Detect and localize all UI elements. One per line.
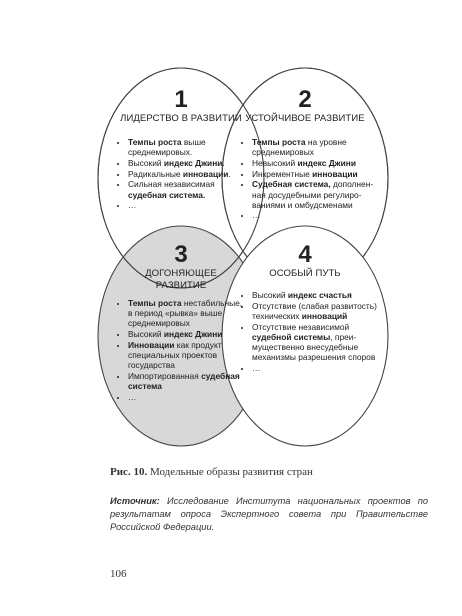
text: … [252, 362, 261, 373]
text: Высокий [128, 157, 164, 168]
list-item [128, 392, 246, 402]
quadrant-1-list [108, 137, 244, 210]
quadrant-3-number: 3 [174, 241, 188, 268]
bold-text: судебная система. [128, 189, 206, 200]
bold-text: Инновации [128, 339, 175, 350]
list-item [128, 169, 244, 179]
list-item [128, 340, 246, 371]
text: Отсутствие независимой [252, 321, 350, 332]
bold-text: индекс Джини [163, 157, 223, 168]
quadrant-1-number: 1 [174, 86, 188, 113]
text: … [128, 200, 137, 211]
text: . [222, 157, 225, 168]
list-item [252, 179, 378, 210]
quadrant-4-title-line: ОСОБЫЙ ПУТЬ [269, 268, 341, 279]
quadrant-3-list [108, 298, 246, 402]
figure-caption-label: Рис. 10. [110, 466, 148, 478]
bold-text: Темпы роста [128, 298, 182, 308]
list-item [252, 137, 378, 157]
figure-caption-text: Модельные образы развития стран [147, 466, 313, 478]
text: Инкрементные [252, 168, 313, 179]
text: как продукт специальных проектов государства [128, 339, 222, 371]
bold-text: судебная система [128, 370, 240, 392]
quadrant-4-list [232, 290, 378, 373]
text: , преимущественно внесудебные механизмы разрешения споров [252, 331, 376, 363]
quadrant-2-title-line: УСТОЙЧИВОЕ РАЗВИТИЕ [245, 113, 365, 124]
text: Импортированная [128, 370, 202, 381]
bold-text: Темпы роста [128, 137, 182, 147]
quadrant-2-title [232, 113, 378, 125]
text: Высокий [252, 290, 288, 300]
text: Отсутствие (слабая развитость) технических [252, 300, 377, 321]
list-item [128, 158, 244, 168]
text: . [228, 168, 231, 179]
quadrant-2 [232, 87, 378, 221]
quadrant-1-title-line: ЛИДЕРСТВО В РАЗВИТИИ [120, 113, 242, 124]
bold-text: индекс Джини [297, 157, 356, 168]
source-label: Источник: [110, 496, 160, 506]
bold-text: инноваций [301, 310, 348, 321]
text: Сильная независимая [128, 179, 215, 190]
list-item [252, 158, 378, 168]
list-item [252, 301, 378, 321]
text: на уровне среднемировых [252, 137, 347, 158]
text: Радикальные [128, 168, 183, 179]
quadrant-4-number: 4 [298, 241, 312, 268]
list-item [252, 322, 378, 363]
quadrant-3-title-line-1: ДОГОНЯЮЩЕЕ [145, 268, 217, 279]
text: … [128, 391, 137, 402]
text: Невысокий [252, 157, 298, 168]
quadrant-2-list [232, 137, 378, 221]
bold-text: Темпы роста [252, 137, 306, 147]
text: Высокий [128, 329, 164, 340]
bold-text: Судебная система, [252, 179, 331, 190]
page-number: 106 [110, 568, 127, 580]
text: дополненная досудебными регулированиями и омбудсменами [252, 179, 374, 210]
list-item [252, 363, 378, 373]
text: выше среднемировых. [128, 137, 206, 158]
bold-text: индекс Джини [163, 329, 223, 340]
quadrant-4 [232, 242, 378, 374]
list-item [252, 169, 378, 179]
bold-text: индекс счастья [287, 290, 352, 300]
bold-text: инновации [182, 168, 229, 179]
list-item [128, 179, 244, 199]
text: нестабильные, в период «рывка» выше среднемировых [128, 298, 243, 329]
quadrant-4-title [232, 268, 378, 280]
list-item [128, 137, 244, 157]
list-item [128, 200, 244, 210]
source-text: Исследование Института национальных проектов по результатам опроса Экспертного совета при Правительстве Российской Федерации. [110, 496, 428, 532]
list-item [128, 329, 246, 339]
list-item [252, 290, 378, 300]
text: … [252, 210, 261, 221]
list-item [252, 210, 378, 220]
list-item [128, 298, 246, 329]
source-note [110, 495, 428, 534]
figure-caption [110, 466, 313, 478]
quadrant-2-number: 2 [298, 86, 312, 113]
list-item [128, 371, 246, 391]
quadrant-3-title-line-2: РАЗВИТИЕ [155, 280, 207, 291]
bold-text: инновации [312, 168, 358, 179]
bold-text: судебной системы [252, 331, 331, 342]
